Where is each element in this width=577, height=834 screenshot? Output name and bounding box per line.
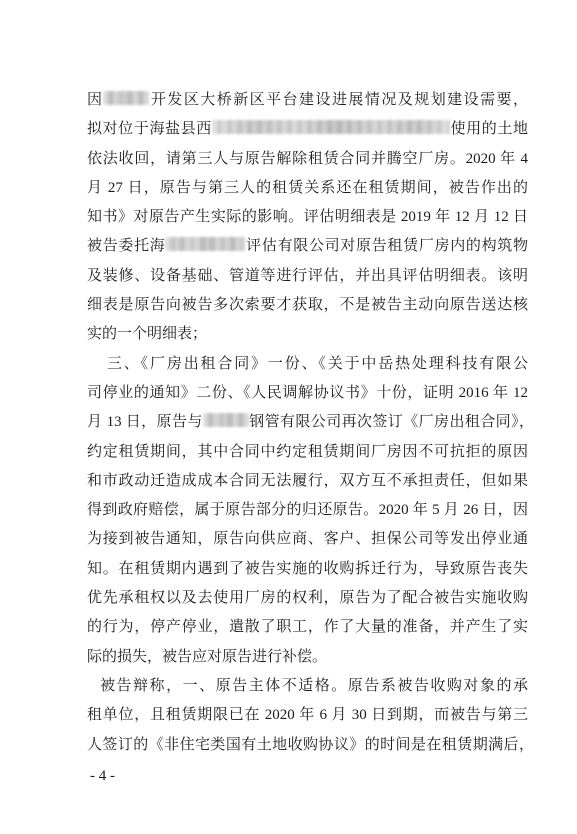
document-line: [87, 115, 528, 144]
document-line: 被告辩称，一、原告主体不适格。原告系被告收购对象的承: [100, 677, 528, 694]
line-text-after-redaction: 开发区大桥新区平台建设进展情况及规划建设需要，: [149, 92, 528, 108]
paragraph: [87, 672, 534, 760]
document-line: 三、《厂房出租合同》一份、《关于中岳热处理科技有限公: [107, 355, 528, 372]
document-line: 及装修、设备基础、管道等进行评估，并出具评估明细表。该明: [87, 267, 528, 284]
line-text-before-redaction: 被告委托海: [87, 238, 166, 255]
document-line: 细表是原告向被告多次索要才获取，不是被告主动向原告送达核: [87, 297, 528, 314]
document-line: 得到政府赔偿，属于原告部分的归还原告。2020 年 5 月 26 日，因: [87, 502, 528, 519]
document-line: 和市政动迁造成成本合同无法履行，双方互不承担责任，但如果: [87, 472, 528, 489]
document-line: [87, 232, 528, 261]
line-text-after-redaction: 使用的土地: [449, 121, 528, 138]
document-line: 人签订的《非住宅类国有土地收购协议》的时间是在租赁期满后，: [87, 736, 534, 753]
line-text-before-redaction: 因: [87, 92, 104, 108]
redacted-text: [103, 91, 149, 105]
document-body: [87, 86, 534, 760]
document-line: 际的损失，被告应对原告进行补偿。: [87, 648, 328, 665]
document-line: 为接到被告通知，原告向供应商、客户、担保公司等发出停业通: [87, 531, 528, 548]
document-line: 租单位，且租赁期限已在 2020 年 6 月 30 日到期，而被告与第三: [87, 707, 528, 724]
document-line: 实的一个明细表；: [87, 326, 208, 343]
document-line: 月 27 日，原告与第三人的租赁关系还在租赁期间，被告作出的: [87, 179, 528, 196]
document-line: 约定租赁期间，其中合同中约定租赁期间厂房因不可抗拒的原因: [87, 443, 528, 460]
document-line: 知书》对原告产生实际的影响。评估明细表是 2019 年 12 月 12 日: [87, 209, 528, 226]
redacted-text: [165, 237, 245, 251]
page-number: - 4 -: [90, 768, 115, 784]
line-text-before-redaction: 月 13 日，原告与: [87, 414, 203, 431]
document-line: [87, 86, 528, 115]
redacted-text: [212, 120, 450, 134]
document-line: [87, 408, 534, 437]
document-line: 知。在租赁期内遇到了被告实施的收购拆迁行为，导致原告丧失: [87, 560, 528, 577]
document-line: 司停业的通知》二份、《人民调解协议书》十份，证明 2016 年 12: [87, 384, 528, 401]
document-line: 依法收回，请第三人与原告解除租赁合同并腾空厂房。2020 年 4: [87, 150, 528, 167]
line-text-after-redaction: 钢管有限公司再次签订《厂房出租合同》，: [248, 414, 534, 431]
line-text-after-redaction: 评估有限公司对原告租赁厂房内的构筑物: [245, 238, 528, 255]
document-line: 优先承租权以及去使用厂房的权利，原告为了配合被告实施收购: [87, 590, 528, 607]
paragraph: [87, 86, 534, 350]
redacted-text: [203, 413, 249, 427]
line-text-before-redaction: 拟对位于海盐县西: [87, 121, 212, 138]
document-line: 的行为，停产停业，遣散了职工，作了大量的准备，并产生了实: [87, 619, 528, 636]
paragraph: [87, 350, 534, 672]
